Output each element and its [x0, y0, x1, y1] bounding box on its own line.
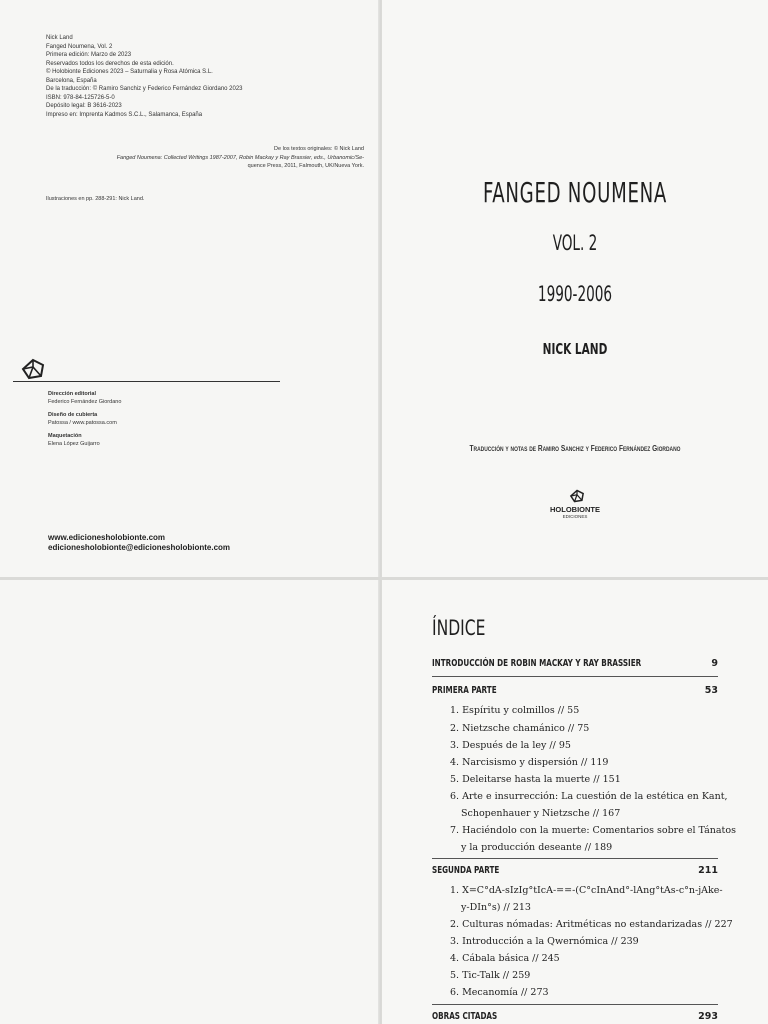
toc-item: 2. Culturas nómadas: Aritméticas no estandarizadas // 227 — [450, 919, 733, 930]
credits-block — [46, 34, 243, 119]
staff-block — [48, 391, 121, 448]
book-spread-bottom — [0, 580, 768, 1024]
toc-item-continued: y la producción deseante // 189 — [461, 842, 613, 853]
toc-part1 — [432, 685, 718, 696]
illustrations-credit: Ilustraciones en pp. 288-291: Nick Land. — [46, 196, 145, 202]
holobionte-logo-icon — [569, 489, 585, 503]
publisher-subtitle: EDICIONES — [562, 514, 588, 519]
toc-works-label: OBRAS CITADAS — [432, 1011, 498, 1022]
email-link: edicionesholobionte@edicionesholobionte.com — [48, 543, 231, 552]
toc-item: 1. Espíritu y colmillos // 55 — [450, 705, 580, 716]
toc-part2-page: 211 — [698, 865, 718, 876]
credit-line: Depósito legal: B 3616-2023 — [46, 103, 122, 109]
holobionte-logo-icon — [20, 358, 46, 380]
toc-item-continued: Schopenhauer y Nietzsche // 167 — [461, 808, 621, 819]
toc-item: 5. Tic-Talk // 259 — [450, 970, 531, 981]
publisher-name: HOLOBIONTE — [550, 505, 600, 514]
toc-item: 4. Narcisismo y dispersión // 119 — [450, 757, 609, 768]
toc-separator — [432, 676, 718, 677]
toc-item: 2. Nietzsche chamánico // 75 — [450, 723, 590, 734]
original-line: Fanged Noumena: Collected Writings 1987-2007, Robin Mackay y Ray Brassier, eds., Urbanomic/Se- — [116, 154, 364, 161]
staff-role: Dirección editorial — [48, 391, 96, 397]
toc-item: 6. Mecanomía // 273 — [450, 987, 549, 998]
original-texts-block — [64, 145, 364, 171]
toc-item: 5. Deleitarse hasta la muerte // 151 — [450, 774, 621, 785]
toc-part2 — [432, 865, 718, 876]
toc-separator — [432, 1004, 718, 1005]
toc-intro-label: INTRODUCCIÓN DE ROBIN MACKAY Y RAY BRASSIER — [432, 658, 642, 669]
original-line: quence Press, 2011, Falmouth, UK/Nueva York. — [247, 163, 364, 169]
years-label: 1990-2006 — [537, 282, 613, 306]
staff-role: Maquetación — [48, 433, 82, 439]
credit-line: Primera edición: Marzo de 2023 — [46, 52, 132, 58]
staff-name: Federico Fernández Giordano — [48, 398, 122, 405]
staff-role: Diseño de cubierta — [48, 412, 98, 418]
blank-page — [0, 580, 380, 1024]
toc-item: 4. Cábala básica // 245 — [450, 953, 560, 964]
toc-works-page: 293 — [698, 1011, 718, 1022]
toc-item: 3. Después de la ley // 95 — [450, 740, 571, 751]
volume-label: VOL. 2 — [552, 231, 598, 255]
toc-part2-label: SEGUNDA PARTE — [432, 865, 500, 876]
credit-line: © Holobionte Ediciones 2023 – Saturnalia y Rosa Atómica S.L. — [46, 69, 213, 75]
credit-line: De la traducción: © Ramiro Sanchiz y Federico Fernández Giordano 2023 — [46, 86, 243, 92]
toc-part1-page: 53 — [704, 685, 718, 696]
website-link: www.edicionesholobionte.com — [48, 533, 166, 542]
index-title: ÍNDICE — [432, 616, 486, 640]
author-name: NICK LAND — [542, 340, 608, 358]
book-title: FANGED NOUMENA — [482, 176, 668, 209]
original-line: De los textos originales: © Nick Land — [274, 146, 364, 152]
toc-item: 7. Haciéndolo con la muerte: Comentarios sobre el Tánatos — [450, 825, 736, 836]
contact-block — [48, 533, 230, 553]
staff-name: Patossa / www.patossa.com — [48, 419, 117, 426]
toc-part1-label: PRIMERA PARTE — [432, 685, 497, 696]
credit-line: Impreso en: Imprenta Kadmos S.C.L., Salamanca, España — [46, 111, 203, 118]
divider — [13, 381, 280, 382]
toc-item: 6. Arte e insurrección: La cuestión de la estética en Kant, — [450, 791, 728, 802]
toc-item-continued: y-DIn°s) // 213 — [461, 902, 531, 913]
copyright-page — [0, 0, 380, 578]
toc-intro — [432, 658, 718, 669]
staff-name: Elena López Guijarro — [48, 440, 100, 447]
credit-line: ISBN: 978-84-125726-5-0 — [46, 94, 115, 101]
credit-line: Nick Land — [46, 35, 73, 41]
credit-line: Barcelona, España — [46, 77, 97, 84]
credit-line: Reservados todos los derechos de esta edición. — [46, 60, 174, 67]
toc-item: 1. X=C°dA-sIzIg°tIcA-==-(C°cInAnd°-lAng°tAs-c°n-jAke- — [450, 885, 723, 896]
toc-item: 3. Introducción a la Qwernómica // 239 — [450, 936, 639, 947]
toc-works — [432, 1011, 718, 1022]
credit-line: Fanged Noumena, Vol. 2 — [46, 43, 113, 50]
toc-intro-page: 9 — [711, 658, 718, 669]
translation-credit: Traducción y notas de Ramiro Sanchiz y Federico Fernández Giordano — [469, 444, 681, 453]
index-page — [382, 580, 768, 1024]
toc-separator — [432, 858, 718, 859]
